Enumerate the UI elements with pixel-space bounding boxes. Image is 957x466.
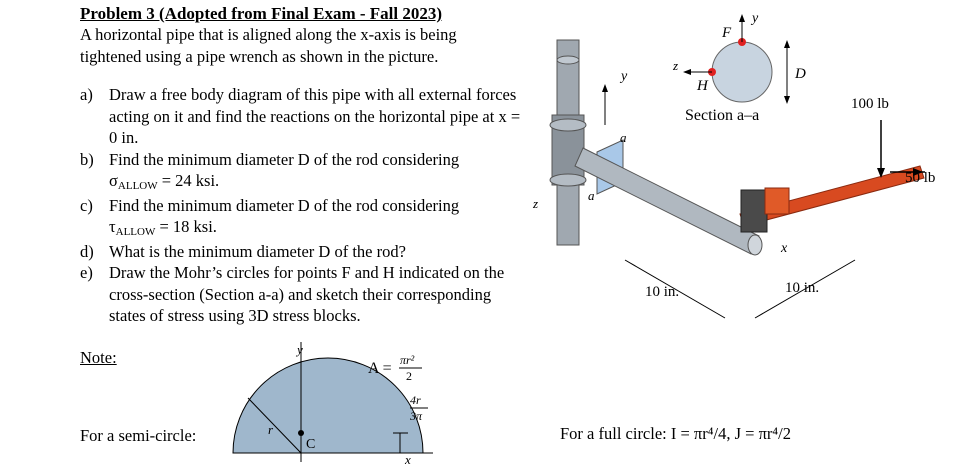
- sigma-allow: σALLOW = 24 ksi.: [109, 171, 220, 192]
- pipe-wrench-figure: [525, 0, 957, 340]
- x-axis-label: x: [781, 241, 788, 256]
- section-a-bottom: a: [588, 188, 595, 203]
- z-axis-label-left: z: [533, 196, 539, 211]
- part-a: a) Draw a free body diagram of this pipe with all external forces acting on it and find the reactions on the horizontal pipe at x = 0 in.: [80, 85, 521, 147]
- diameter-label: D: [795, 66, 806, 82]
- centroid-num: 4r: [410, 393, 421, 407]
- section-z-label: z: [673, 58, 679, 73]
- part-b: b) Find the minimum diameter D of the rod considering σALLOW = 24 ksi.: [80, 149, 460, 192]
- semi-circle-label: For a semi-circle:: [80, 426, 197, 445]
- tau-allow: τALLOW = 18 ksi.: [109, 217, 217, 238]
- y-axis-label: y: [297, 342, 303, 357]
- label-h: H: [697, 78, 708, 94]
- full-circle-formula: For a full circle: I = πr⁴/4, J = πr⁴/2: [560, 424, 791, 443]
- centroid-point: [298, 430, 304, 436]
- problem-intro: A horizontal pipe that is aligned along the x-axis is being tightened using a pipe wrench as shown in the picture.: [80, 25, 457, 66]
- radius-label: r: [268, 422, 274, 437]
- x-axis-label: x: [405, 452, 411, 466]
- force-50lb-label: 50 lb: [905, 170, 936, 186]
- part-e: e) Draw the Mohr’s circles for points F and H indicated on the cross-section (Section a-a) and sketch their corresponding states of stress using 3D stress blocks.: [80, 263, 505, 325]
- centroid-label: C: [306, 437, 316, 452]
- problem-parts-list: [80, 84, 525, 327]
- part-d: d) What is the minimum diameter D of the rod?: [80, 241, 406, 261]
- area-num: πr²: [400, 353, 415, 367]
- semi-circle-shape: [233, 358, 423, 453]
- section-y-label: y: [752, 11, 759, 26]
- area-lhs: A =: [368, 360, 392, 377]
- dim-right-label: 10 in.: [785, 280, 820, 296]
- section-circle: [712, 42, 772, 102]
- wrench-nut: [765, 188, 789, 214]
- problem-title: Problem 3 (Adopted from Final Exam - Fall 2023): [80, 4, 443, 23]
- force-100lb-label: 100 lb: [851, 96, 889, 112]
- section-label: Section a–a: [685, 107, 760, 124]
- dim-left-label: 10 in.: [645, 284, 680, 300]
- centroid-den: 3π: [410, 409, 423, 423]
- horizontal-pipe: [575, 148, 759, 254]
- area-den: 2: [406, 369, 412, 383]
- part-c: c) Find the minimum diameter D of the rod considering τALLOW = 18 ksi.: [80, 195, 460, 238]
- y-axis-label: y: [621, 69, 628, 84]
- label-f: F: [722, 25, 732, 41]
- section-a-top: a: [620, 130, 627, 145]
- note-label: Note:: [80, 348, 117, 367]
- wrench-jaw: [741, 190, 767, 232]
- semi-circle-diagram: [228, 340, 448, 466]
